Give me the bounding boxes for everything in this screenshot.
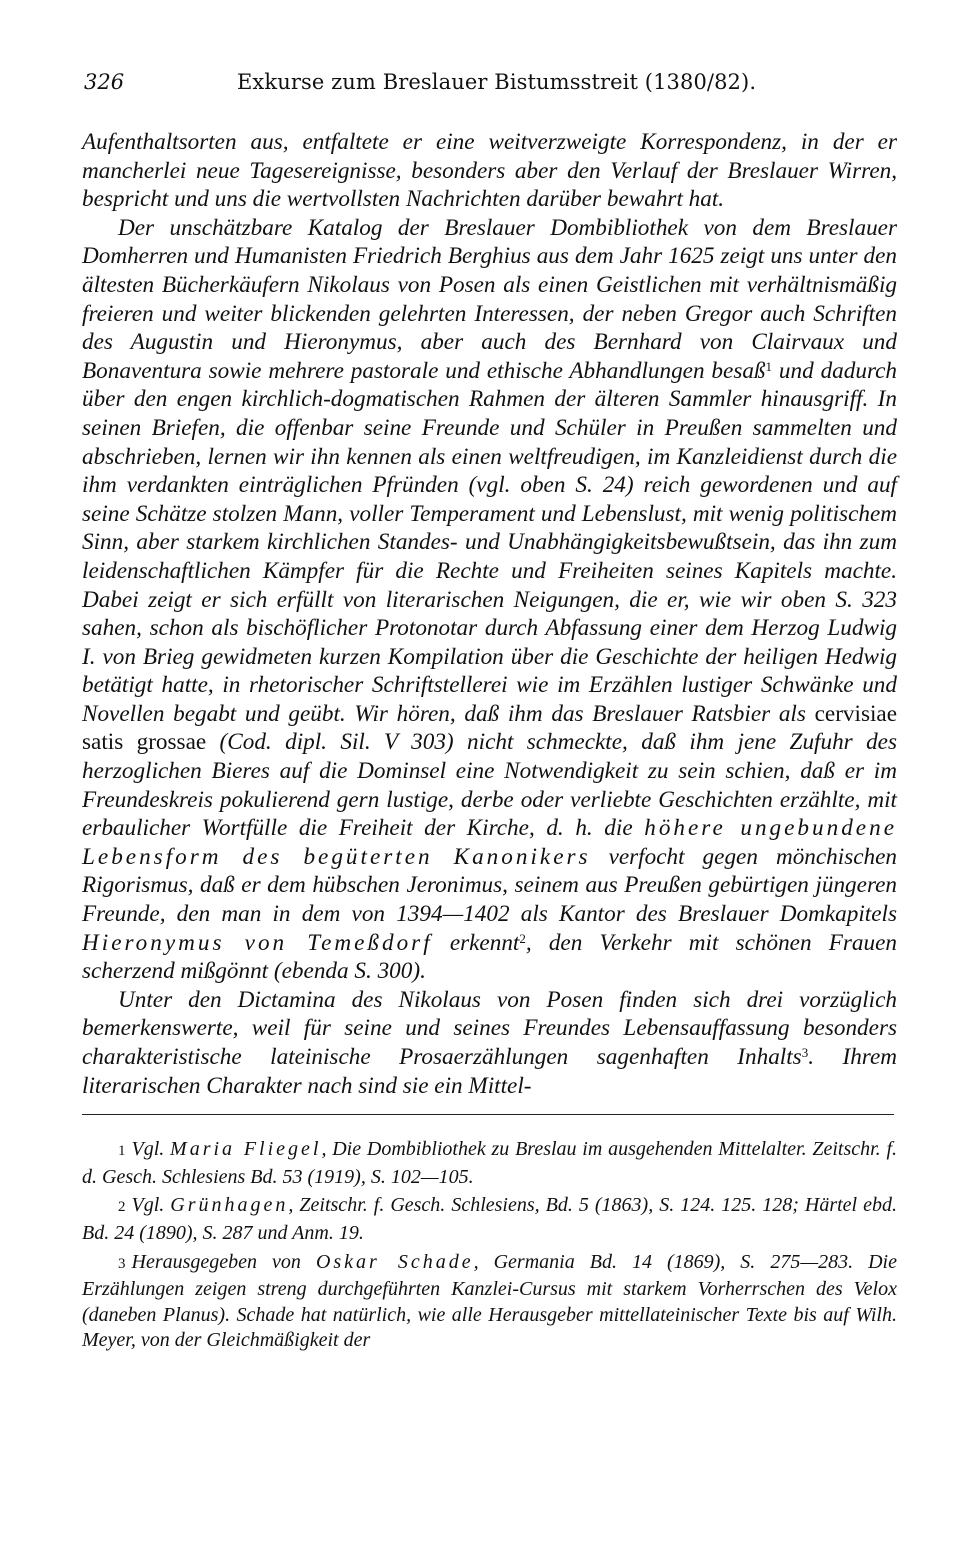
footnote-text: Herausgegeben von bbox=[131, 1250, 316, 1273]
footnote-text: Vgl. bbox=[131, 1138, 171, 1161]
footnotes bbox=[82, 1137, 897, 1354]
footnote-mark: 1 bbox=[118, 1143, 126, 1160]
text-run: verfocht gegen mönchischen Rigorismus, daß er dem hübschen Jeronimus, seinem aus Preußen gebürtigen jüngeren Freunde, den man in dem von 1394—1402 als Kantor des Breslauer Domkapitels bbox=[82, 843, 897, 928]
footnote-mark: 2 bbox=[118, 1199, 126, 1216]
footnote-3 bbox=[82, 1250, 897, 1354]
main-text bbox=[82, 128, 897, 1100]
paragraph-2 bbox=[82, 214, 897, 986]
footnote-ref-2: 2 bbox=[519, 930, 526, 946]
spaced-emphasis: höhere ungebundene Lebensform des begüterten Kanonikers bbox=[82, 815, 897, 870]
text-run: (Cod. dipl. Sil. V 303) nicht schmeckte, daß ihm jene Zufuhr des herzoglichen Bieres auf die Dominsel eine Notwendigkeit zu sein schien, daß er im Freundeskreis pokulierend gern lustige, derbe oder verliebte Geschichten erzählte, mit erbaulicher Wortfülle die Freiheit der Kirche, d. h. die bbox=[82, 729, 897, 842]
footnote-text: , Die Dombibliothek zu Breslau im ausgehenden Mittelalter. Zeitschr. f. d. Gesch. Schlesiens Bd. 53 (1919), S. 102—105. bbox=[82, 1138, 898, 1188]
footnote-text: Vgl. bbox=[131, 1194, 171, 1217]
text-run: erkennt bbox=[432, 929, 520, 956]
footnote-text: , Germania Bd. 14 (1869), S. 275—283. Die Erzählungen zeigen streng durchgeführten Kanzlei-Cursus mit starkem Vorherrschen des Velox (daneben Planus). Schade hat natürlich, wie alle Herausgeber mittellateinischer Texte bis auf Wilh. Meyer, von der Gleichmäßigkeit der bbox=[82, 1250, 897, 1352]
running-header bbox=[82, 62, 897, 96]
footnote-1 bbox=[82, 1137, 897, 1190]
running-title: Exkurse zum Breslauer Bistumsstreit (1380/82). bbox=[237, 70, 757, 94]
author-name: Maria Fliegel bbox=[170, 1138, 322, 1161]
text-run: Unter den Dictamina des Nikolaus von Posen finden sich drei vorzüglich bemerkenswerte, weil für seine und seines Freundes Lebensauffassung besonders charakteristische lateinische Prosaerzählungen sagenhaften Inhalts bbox=[82, 986, 897, 1070]
spaced-name: Hieronymus von Temeßdorf bbox=[82, 929, 433, 956]
footnote-mark: 3 bbox=[118, 1255, 126, 1272]
author-name: Grünhagen bbox=[170, 1194, 289, 1217]
text-run: und dadurch über den engen kirchlich-dogmatischen Rahmen der älteren Sammler hinausgriff. In seinen Briefen, die offenbar seine Freunde und Schüler in Preußen sammelten und abschrieben, lernen wir ihn kennen als einen weltfreudigen, im Kanzleidienst durch die ihm verdankten einträglichen Pfründen (vgl. oben S. 24) reich gewordenen und auf seine Schätze stolzen Mann, voller Temperament und Lebenslust, mit wenig politischem Sinn, aber starkem kirchlichen Standes- und Unabhängigkeitsbewußtsein, das ihn zum leidenschaftlichen Kämpfer für die Rechte und Freiheiten seines Kapitels machte. Dabei zeigt er sich erfüllt von literarischen Neigungen, die er, wie wir oben S. 323 sahen, schon als bischöflicher Protonotar durch Abfassung einer dem Herzog Ludwig I. von Brieg gewidmeten kurzen Kompilation über die Geschichte der heiligen Hedwig betätigt hatte, in rhetorischer Schriftstellerei wie im Erzählen lustiger Schwänke und Novellen begabt und geübt. Wir hören, daß ihm das Breslauer Ratsbier als bbox=[82, 357, 897, 727]
book-page bbox=[82, 62, 897, 1522]
footnote-divider bbox=[82, 1114, 894, 1115]
author-name: Oskar Schade bbox=[315, 1250, 474, 1273]
footnote-ref-3: 3 bbox=[801, 1045, 809, 1060]
paragraph-3 bbox=[82, 986, 897, 1100]
footnote-2 bbox=[82, 1193, 897, 1246]
text-run: . Ihrem literarischen Charakter nach sind sie ein Mittel- bbox=[82, 1044, 897, 1099]
paragraph-1: Aufenthaltsorten aus, entfaltete er eine weitverzweigte Korrespondenz, in der er mancherlei neue Tagesereignisse, besonders aber den Verlauf der Breslauer Wirren, bespricht und uns die wertvollsten Nachrichten darüber bewahrt hat. bbox=[82, 129, 897, 213]
footnote-text: , Zeitschr. f. Gesch. Schlesiens, Bd. 5 (1863), S. 124. 125. 128; Härtel ebd. Bd. 24 (1890), S. 287 und Anm. 19. bbox=[82, 1194, 898, 1244]
latin-quote: cervisiae satis grossae bbox=[82, 700, 897, 756]
footnote-ref-1: 1 bbox=[765, 358, 773, 374]
text-run: Der unschätzbare Katalog der Breslauer Dombibliothek von dem Breslauer Domherren und Humanisten Friedrich Berghius aus dem Jahr 1625 zeigt uns unter den ältesten Bücherkäufern Nikolaus von Posen als einen Geistlichen mit verhältnismäßig freieren und weiter blickenden gelehrten Interessen, der neben Gregor auch Schriften des Augustin und Hieronymus, aber auch des Bernhard von Clairvaux und Bonaventura sowie mehrere pastorale und ethische Abhandlungen besaß bbox=[82, 214, 897, 384]
page-number: 326 bbox=[84, 70, 125, 94]
text-run: , den Verkehr mit schönen Frauen scherzend mißgönnt (ebenda S. 300). bbox=[82, 929, 897, 985]
